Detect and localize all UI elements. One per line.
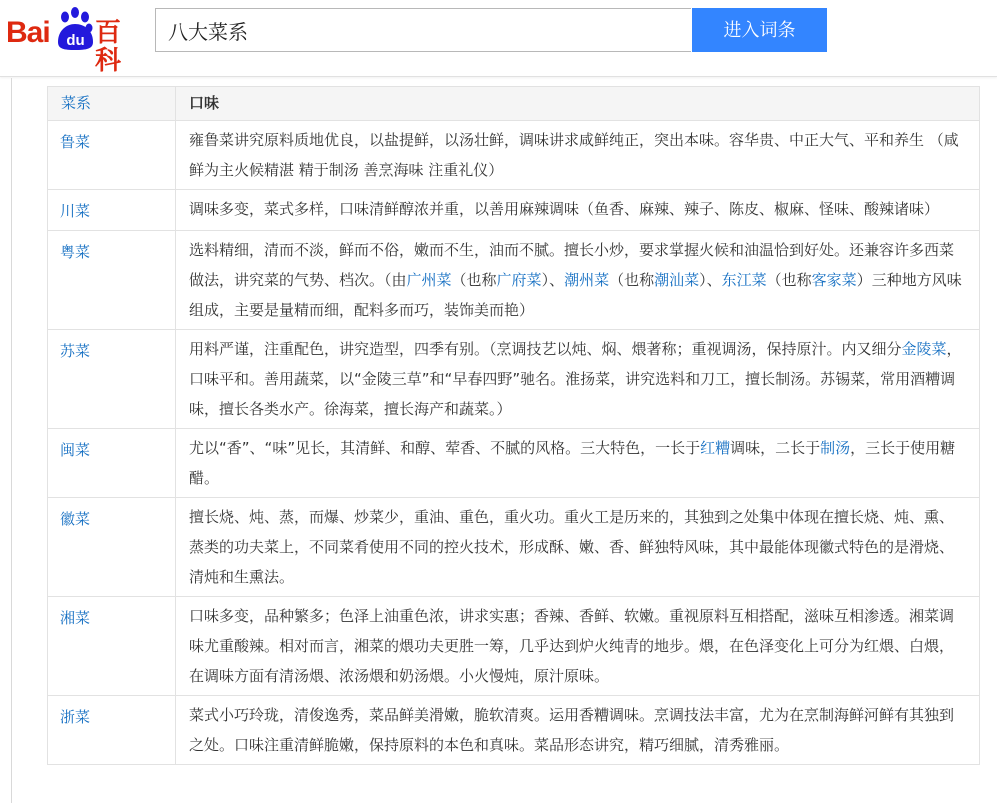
description-text: 尤以“香”、“味”见长，其清鲜、和醇、荤香、不腻的风格。三大特色，一长于 — [189, 439, 701, 457]
inline-entry-link[interactable]: 潮汕菜 — [654, 271, 700, 289]
description-text: （也称 — [451, 271, 497, 289]
description-text: 口味多变，品种繁多；色泽上油重色浓，讲求实惠；香辣、香鲜、软嫩。重视原料互相搭配，滋味互相渗透。湘菜调味尤重酸辣。相对而言，湘菜的煨功夫更胜一筹，几乎达到炉火纯青的地步。煨，在色泽变化上可分为红煨、白煨，在调味方面有清汤煨、浓汤煨和奶汤煨。小火慢炖，原汁原味。 — [189, 607, 955, 685]
table-body — [48, 121, 980, 765]
logo-du-text: du — [66, 32, 85, 49]
description-text: ，口味平和。善用蔬菜，以“金陵三草”和“早春四野”驰名。淮扬菜，讲究选料和刀工，擅长制汤。苏锡菜，常用酒糟调味，擅长各类水产。徐海菜，擅长海产和蔬菜。） — [189, 340, 962, 418]
table-row — [48, 121, 980, 190]
cuisine-name-link[interactable]: 湘菜 — [48, 597, 176, 696]
flavor-description — [176, 121, 980, 190]
description-text: ）、 — [699, 271, 722, 289]
cuisine-name-link[interactable]: 苏菜 — [48, 330, 176, 429]
description-text: ）、 — [541, 271, 565, 289]
top-header — [0, 0, 997, 77]
description-text: ，三长于使用糖醋。 — [189, 439, 956, 487]
description-text: 擅长烧、炖、蒸，而爆、炒菜少，重油、重色，重火功。重火工是历来的，其独到之处集中体现在擅长烧、炖、熏、蒸类的功夫菜上，不同菜肴使用不同的控火技术，形成酥、嫩、香、鲜独特风味，其中最能体现徽式特色的是滑烧、清炖和生熏法。 — [189, 508, 955, 586]
cuisine-name-link[interactable]: 鲁菜 — [48, 121, 176, 190]
description-text: 雍鲁菜讲究原料质地优良，以盐提鲜，以汤壮鲜，调味讲求咸鲜纯正，突出本味。容华贵、中正大气、平和养生 （咸鲜为主火候精湛 精于制汤 善烹海味 注重礼仪） — [189, 131, 959, 179]
inline-entry-link[interactable]: 制汤 — [820, 439, 851, 457]
flavor-description — [176, 498, 980, 597]
cuisine-name-link[interactable]: 粤菜 — [48, 231, 176, 330]
flavor-description — [176, 696, 980, 765]
table-header-row — [48, 87, 980, 121]
description-text: 调味多变，菜式多样，口味清鲜醇浓并重，以善用麻辣调味（鱼香、麻辣、辣子、陈皮、椒麻、怪味、酸辣诸味） — [189, 200, 940, 218]
inline-entry-link[interactable]: 广州菜 — [406, 271, 452, 289]
flavor-description — [176, 190, 980, 231]
description-text: 调味，二长于 — [730, 439, 821, 457]
cuisine-flavor-table — [47, 86, 980, 765]
inline-entry-link[interactable]: 红糟 — [700, 439, 731, 457]
table-row — [48, 429, 980, 498]
baidu-baike-logo[interactable] — [6, 6, 146, 76]
table-row — [48, 696, 980, 765]
cuisine-name-link[interactable]: 川菜 — [48, 190, 176, 231]
flavor-description — [176, 231, 980, 330]
description-text: （也称 — [609, 271, 655, 289]
baidu-paw-icon — [53, 6, 99, 52]
table-row — [48, 190, 980, 231]
inline-entry-link[interactable]: 广府菜 — [496, 271, 542, 289]
cuisine-name-link[interactable]: 浙菜 — [48, 696, 176, 765]
description-text: 选料精细，清而不淡，鲜而不俗，嫩而不生，油而不腻。擅长小炒，要求掌握火候和油温恰到好处。还兼容许多西菜做法，讲究菜的气势、档次。（由 — [189, 241, 955, 289]
header-cuisine: 菜系 — [48, 87, 176, 121]
inline-entry-link[interactable]: 东江菜 — [721, 271, 767, 289]
search-input[interactable] — [155, 8, 691, 52]
logo-baike-text: 百科 — [95, 18, 122, 76]
flavor-description — [176, 597, 980, 696]
description-text: （也称 — [766, 271, 812, 289]
description-text: 用料严谨，注重配色，讲究造型，四季有别。（烹调技艺以炖、焖、煨著称；重视调汤，保持原汁。内又细分 — [189, 340, 902, 358]
cuisine-name-link[interactable]: 闽菜 — [48, 429, 176, 498]
table-row — [48, 330, 980, 429]
inline-entry-link[interactable]: 潮州菜 — [564, 271, 610, 289]
flavor-description — [176, 429, 980, 498]
table-row — [48, 231, 980, 330]
inline-entry-link[interactable]: 客家菜 — [811, 271, 857, 289]
description-text: 菜式小巧玲珑，清俊逸秀，菜品鲜美滑嫩，脆软清爽。运用香糟调味。烹调技法丰富，尤为在烹制海鲜河鲜有其独到之处。口味注重清鲜脆嫩，保持原料的本色和真味。菜品形态讲究，精巧细腻，清秀雅丽。 — [189, 706, 955, 754]
inline-entry-link[interactable]: 金陵菜 — [901, 340, 947, 358]
flavor-description — [176, 330, 980, 429]
cuisine-name-link[interactable]: 徽菜 — [48, 498, 176, 597]
header-flavor: 口味 — [176, 87, 980, 121]
table-row — [48, 498, 980, 597]
content-left-border — [11, 78, 12, 803]
table-row — [48, 597, 980, 696]
logo-bai-text: Bai — [6, 16, 50, 49]
enter-entry-button[interactable]: 进入词条 — [692, 8, 827, 52]
description-text: ）三种地方风味组成，主要是量精而细，配料多而巧，装饰美而艳） — [189, 271, 962, 319]
